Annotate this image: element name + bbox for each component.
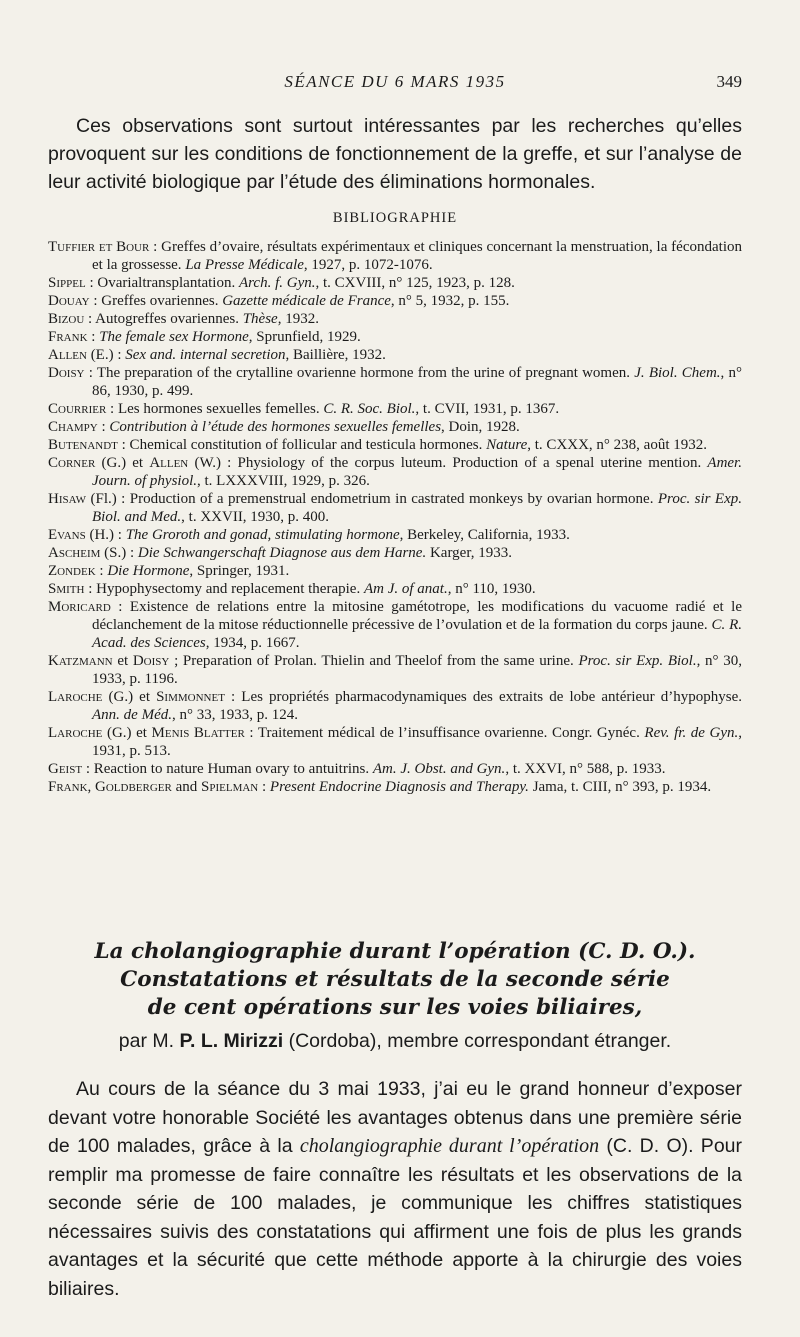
entry-italic: Proc. sir Exp. Biol. [578,653,697,669]
entry-text: (S.) : [100,545,138,561]
entry-text: : Autogreffes ovariennes. [84,311,243,327]
bibliography-entry [48,364,742,400]
entry-text: , 1934, p. 1667. [205,635,300,651]
byline-suffix: (Cordoba), membre correspondant étranger. [283,1030,672,1052]
entry-text: : Traitement médical de l’insuffisance ovarienne. Congr. Gynéc. [244,725,645,741]
entry-text: , Berkeley, California, 1933. [399,527,570,543]
entry-text: : Chemical constitution of follicular and testicula hormones. [117,437,487,453]
entry-text: : Greffes ovariennes. [89,293,223,309]
entry-author: Doisy [48,365,85,381]
entry-author: Corner [48,455,96,471]
entry-text: (G.) et [102,725,152,741]
entry-text: , n° 86, 1930, p. 499. [92,365,742,399]
entry-text: , n° 5, 1932, p. 155. [390,293,510,309]
entry-italic: Amer. Journ. of physiol. [92,455,742,489]
entry-text: , t. XXVI, n° 588, p. 1933. [505,761,666,777]
bibliography-entry [48,580,742,598]
entry-italic: Proc. sir Exp. Biol. and Med. [92,491,742,525]
entry-author: Douay [48,293,90,309]
body-paragraph [48,1075,742,1303]
entry-text: (W.) : Physiology of the corpus luteum. Production of a spenal uterine mention. [188,455,708,471]
entry-author: Simmonnet [156,689,225,705]
entry-text: : [87,329,100,345]
entry-text: : The preparation of the crytalline ovarienne hormone from the urine of pregnant women. [84,365,635,381]
entry-author: Laroche [48,725,103,741]
entry-author: Frank, Goldberger [48,779,172,795]
bibliography-entry [48,418,742,436]
entry-text: : Les propriétés pharmacodynamiques des extraits de lobe antérieur d’hypophyse. [224,689,743,705]
entry-text: : Existence de relations entre la mitosine gamétotrope, les modifications du vacuome radié et le déclanchement de la mitose réductionnelle précessive de l’ovulation et de la formation du corps jaune. [92,599,742,633]
entry-italic: Am J. of anat. [363,581,448,597]
entry-italic: Die Schwangerschaft Diagnose aus dem Harne. [137,545,427,561]
entry-text: : Ovarialtransplantation. [85,275,239,291]
entry-italic: La Presse Médicale [185,257,304,273]
entry-author: Katzmann [48,653,113,669]
entry-text: , n° 30, 1933, p. 1196. [92,653,742,687]
entry-author: Spielman [201,779,259,795]
entry-text: : Reaction to nature Human ovary to antuitrins. [82,761,373,777]
entry-text: et [112,653,133,669]
entry-text: , Springer, 1931. [189,563,290,579]
entry-text: : Greffes d’ovaire, résultats expérimentaux et cliniques concernant la menstruation, la fécondation et la grossesse. [92,239,742,273]
entry-text: , 1931, p. 513. [92,725,743,759]
entry-italic: Nature [486,437,528,453]
entry-author: Allen [149,455,189,471]
bibliography-entry [48,310,742,328]
bibliography-entry [48,544,742,562]
entry-text: and [171,779,202,795]
bibliography-entry [48,760,742,778]
entry-author: Zondek [48,563,96,579]
bibliography-entry [48,526,742,544]
entry-author: Frank [48,329,88,345]
entry-italic: C. R. Soc. Biol. [323,401,416,417]
bibliography-heading: BIBLIOGRAPHIE [332,210,458,226]
bibliography-entry [48,400,742,418]
entry-text: , Baillière, 1932. [285,347,386,363]
bibliography-entry [48,346,742,364]
byline-prefix: par M. [118,1030,180,1052]
entry-text: : [95,563,108,579]
bibliography-entry [48,688,742,724]
entry-text: , Sprunfield, 1929. [248,329,361,345]
entry-text: , n° 110, 1930. [447,581,536,597]
entry-author: Laroche [48,689,103,705]
entry-italic: Ann. de Méd. [92,707,172,723]
bibliography-entry [48,490,742,526]
entry-author: Courrier [48,401,107,417]
entry-author: Moricard [48,599,111,615]
bibliography-entry [48,292,742,310]
bibliography-entry [48,598,742,652]
entry-italic: C. R. Acad. des Sciences [92,617,742,651]
entry-italic: J. Biol. Chem. [634,365,721,381]
entry-italic: The Groroth and gonad, stimulating hormone [125,527,400,543]
entry-author: Champy [48,419,98,435]
entry-author: Evans [48,527,86,543]
entry-text: , Doin, 1928. [441,419,520,435]
bibliography-entry [48,454,742,490]
bibliography-entry [48,436,742,454]
entry-italic: Contribution à l’étude des hormones sexuelles femelles [109,419,442,435]
entry-italic: Arch. f. Gyn. [238,275,316,291]
entry-text: Jama, t. CIII, n° 393, p. 1934. [528,779,712,795]
entry-italic: Am. J. Obst. and Gyn. [372,761,506,777]
article-title-line: de cent opérations sur les voies biliaires, [147,995,643,1020]
entry-author: Sippel [48,275,86,291]
entry-italic: Die Hormone [107,563,190,579]
byline [48,1030,742,1053]
intro-paragraph: Ces observations sont surtout intéressantes par les recherches qu’elles provoquent sur les conditions de fonctionnement de la greffe, et sur l’analyse de leur activité biologique par l’étude des éliminations hormonales. [48,115,742,193]
entry-italic: The female sex Hormone [99,329,249,345]
bibliography-entry [48,238,742,274]
running-header [48,72,742,92]
entry-author: Bizou [48,311,85,327]
entry-text: : [258,779,270,795]
entry-italic: Gazette médicale de France [222,293,391,309]
entry-text: ; Preparation of Prolan. Thielin and Theelof from the same urine. [169,653,579,669]
bibliography-entry [48,652,742,688]
bibliography-entry [48,724,742,760]
bibliography-entry [48,562,742,580]
entry-text: , t. CXXX, n° 238, août 1932. [527,437,708,453]
entry-text: , t. XXVII, 1930, p. 400. [181,509,330,525]
body-text-start: Au cours de la séance du 3 mai 1933, j’ai eu le grand honneur d’exposer devant votre honorable Société les avantages obtenus dans une première série de 100 malades, grâce à la [48,1078,742,1157]
entry-author: Smith [48,581,85,597]
article-title [48,938,742,1022]
entry-author: Ascheim [48,545,101,561]
page-number: 349 [716,72,742,91]
entry-author: Doisy [132,653,170,669]
running-title: SÉANCE DU 6 MARS 1935 [284,72,506,91]
entry-author: Hisaw [48,491,87,507]
entry-text: (G.) et [102,689,157,705]
entry-author: Geist [48,761,83,777]
entry-text: , t. LXXXVIII, 1929, p. 326. [197,473,370,489]
entry-author: Allen [48,347,87,363]
entry-italic: Present Endocrine Diagnosis and Therapy. [269,779,529,795]
bibliography-list [48,238,742,796]
entry-text: (Fl.) : Production of a premenstrual endometrium in castrated monkeys by ovarian hormone. [86,491,658,507]
body-text-italic: cholangiographie durant l’opération [299,1135,600,1157]
bibliography-entry [48,328,742,346]
byline-author: P. L. Mirizzi [179,1030,284,1052]
bibliography-entry [48,274,742,292]
entry-text: (H.) : [85,527,126,543]
entry-italic: Thèse [242,311,278,327]
entry-text: , t. CVII, 1931, p. 1367. [415,401,560,417]
entry-text: : [97,419,110,435]
body-text-end: (C. D. O). Pour remplir ma promesse de faire connaître les résultats et les observations de la seconde série de 100 malades, je communique les chiffres statistiques nécessaires suivis des constatations qui affirment une fois de plus les grands avantages et la sécurité que cette méthode apporte à la chirurgie des voies biliaires. [48,1135,742,1300]
entry-text: , n° 33, 1933, p. 124. [171,707,298,723]
entry-text: , 1932. [277,311,319,327]
bibliography-entry [48,778,742,796]
entry-text: Karger, 1933. [426,545,512,561]
entry-author: Menis Blatter [151,725,245,741]
entry-author: Butenandt [48,437,118,453]
entry-text: , t. CXVIII, n° 125, 1923, p. 128. [315,275,515,291]
entry-italic: Sex and. internal secretion [125,347,286,363]
entry-text: : Hypophysectomy and replacement therapie. [84,581,364,597]
entry-text: (E.) : [86,347,126,363]
entry-text: , 1927, p. 1072-1076. [303,257,433,273]
entry-text: : Les hormones sexuelles femelles. [106,401,324,417]
entry-italic: Rev. fr. de Gyn. [644,725,739,741]
article-title-line: La cholangiographie durant l’opération (C. D. O.). [94,939,696,964]
entry-text: (G.) et [95,455,150,471]
article-title-line: Constatations et résultats de la seconde série [120,967,670,992]
entry-author: Tuffier et Bour [48,239,150,255]
